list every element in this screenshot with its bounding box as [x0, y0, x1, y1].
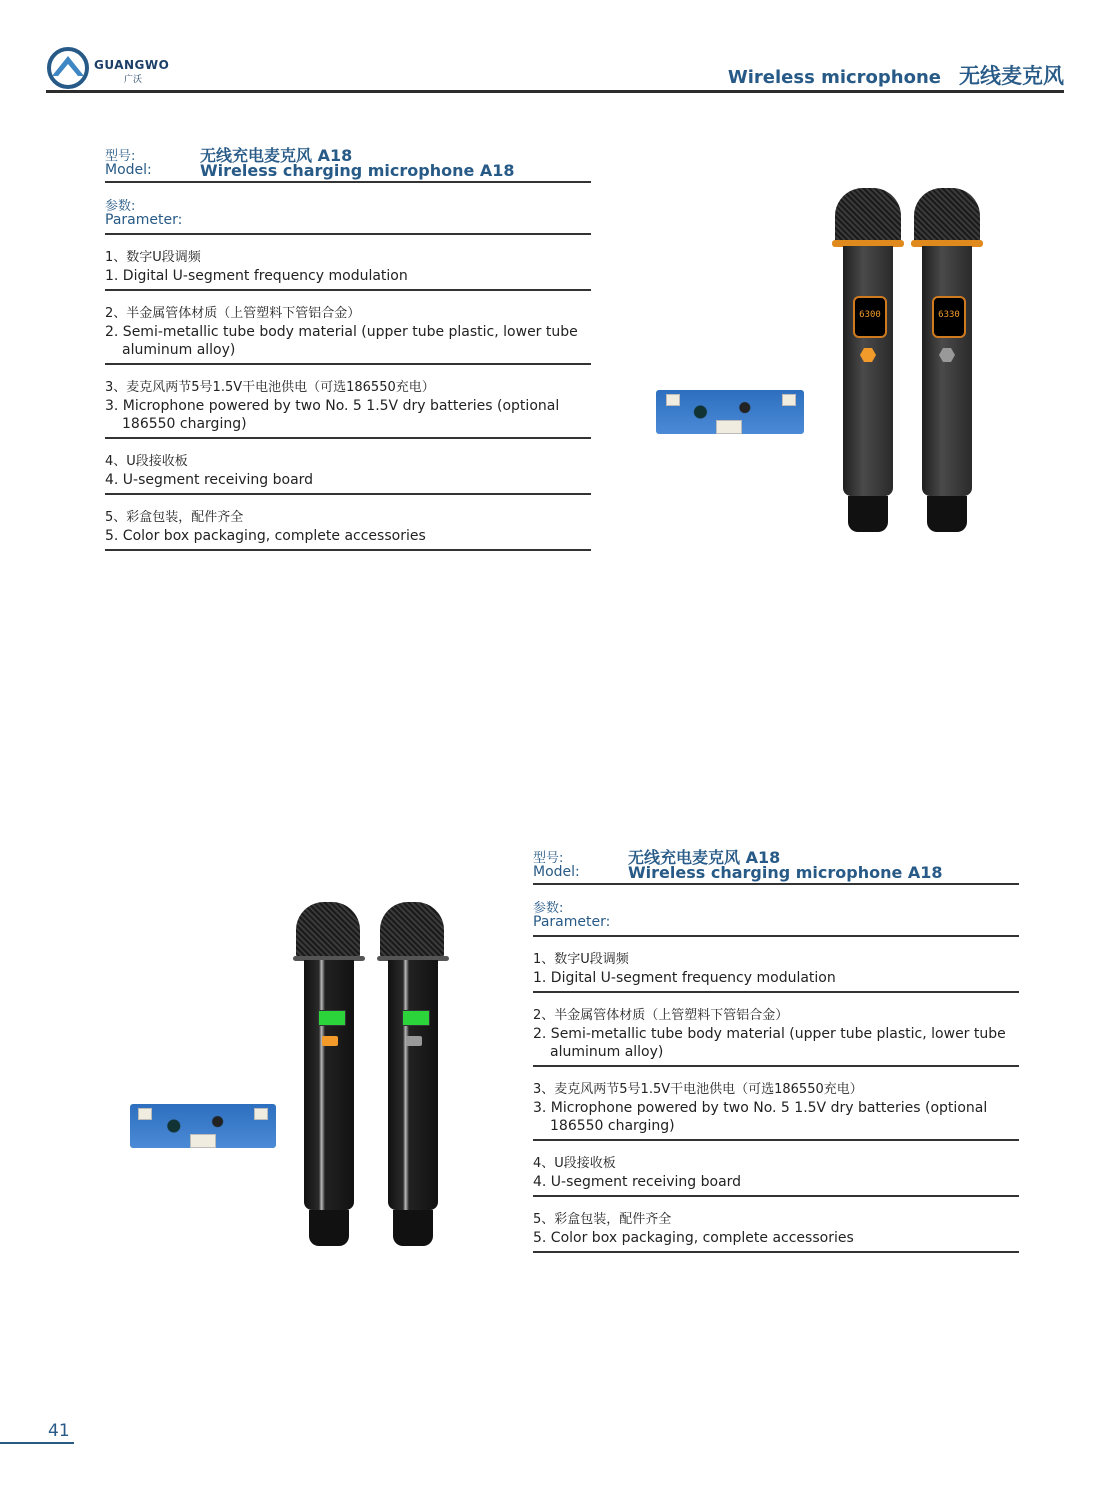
spec-item-cn: 5、彩盒包装，配件齐全: [105, 510, 244, 525]
spec-item-2: [533, 993, 1019, 1065]
parameter-label-en: Parameter:: [533, 914, 611, 930]
spec-item-en: 5. Color box packaging, complete accessories: [105, 528, 426, 544]
spec-item-en: 3. Microphone powered by two No. 5 1.5V dry batteries (optional 186550 charging): [105, 398, 560, 432]
spec-item-3: [105, 365, 591, 437]
model-name-en: Wireless charging microphone A18: [200, 161, 515, 180]
spec-item-en: 3. Microphone powered by two No. 5 1.5V dry batteries (optional 186550 charging): [533, 1100, 988, 1134]
spec-item-cn: 4、U段接收板: [105, 454, 188, 469]
spec-item-5: [105, 495, 591, 549]
header-divider: [46, 90, 1064, 93]
model-row: [105, 143, 591, 181]
parameter-label-cn: 参数:: [533, 901, 564, 916]
spec-item-cn: 1、数字U段调频: [105, 250, 201, 265]
power-button-icon: [322, 1036, 338, 1046]
spec-item-4: [105, 439, 591, 493]
divider: [105, 549, 591, 551]
spec-item-cn: 2、半金属管体材质（上管塑料下管铝合金）: [105, 306, 361, 321]
spec-item-cn: 3、麦克风两节5号1.5V干电池供电（可选186550充电）: [105, 380, 435, 395]
page-title: [728, 60, 1064, 90]
model-label-en: Model:: [533, 864, 580, 880]
spec-item-4: [533, 1141, 1019, 1195]
page-title-cn: 无线麦克风: [959, 64, 1064, 88]
mic-display: [932, 296, 966, 338]
mic-display-value: 6300: [859, 310, 881, 320]
spec-item-en: 4. U-segment receiving board: [533, 1174, 742, 1190]
brand-name-cn: 广沃: [124, 75, 143, 85]
spec-item-cn: 3、麦克风两节5号1.5V干电池供电（可选186550充电）: [533, 1082, 863, 1097]
spec-item-1: [533, 937, 1019, 991]
spec-item-2: [105, 291, 591, 363]
product-2-image: [110, 890, 470, 1290]
mic-display: [402, 1010, 430, 1026]
receiver-board: [656, 390, 804, 434]
power-button-icon: [406, 1036, 422, 1046]
parameter-label-en: Parameter:: [105, 212, 183, 228]
divider: [533, 1251, 1019, 1253]
spec-item-en: 1. Digital U-segment frequency modulation: [533, 970, 836, 986]
spec-item-en: 1. Digital U-segment frequency modulation: [105, 268, 408, 284]
product-1-image: [650, 185, 1010, 580]
model-label-cn: 型号:: [533, 851, 564, 866]
model-name-cn: 无线充电麦克风 A18: [200, 146, 353, 165]
mic-display: [853, 296, 887, 338]
power-button-icon: [939, 348, 955, 362]
spec-item-5: [533, 1197, 1019, 1251]
page-number: 41: [48, 1421, 70, 1441]
mic-display: [318, 1010, 346, 1026]
model-row: [533, 845, 1019, 883]
product-2-spec: [533, 845, 1019, 1253]
spec-item-en: 2. Semi-metallic tube body material (upper tube plastic, lower tube aluminum alloy): [533, 1026, 1006, 1060]
power-button-icon: [860, 348, 876, 362]
footer-divider: [0, 1442, 74, 1444]
product-1-spec: [105, 143, 591, 551]
spec-item-en: 2. Semi-metallic tube body material (upper tube plastic, lower tube aluminum alloy): [105, 324, 578, 358]
model-label-cn: 型号:: [105, 149, 136, 164]
spec-item-cn: 1、数字U段调频: [533, 952, 629, 967]
spec-item-cn: 5、彩盒包装，配件齐全: [533, 1212, 672, 1227]
spec-item-en: 4. U-segment receiving board: [105, 472, 314, 488]
brand-name: GUANGWO: [94, 58, 170, 72]
spec-item-cn: 2、半金属管体材质（上管塑料下管铝合金）: [533, 1008, 789, 1023]
brand-logo: [46, 46, 186, 90]
spec-item-1: [105, 235, 591, 289]
brand-logo-icon: [46, 46, 92, 90]
parameter-label-cn: 参数:: [105, 199, 136, 214]
model-label-en: Model:: [105, 162, 152, 178]
parameter-header: [105, 183, 591, 233]
model-name-en: Wireless charging microphone A18: [628, 863, 943, 882]
receiver-board: [130, 1104, 276, 1148]
spec-item-3: [533, 1067, 1019, 1139]
spec-item-en: 5. Color box packaging, complete accessories: [533, 1230, 854, 1246]
page-title-en: Wireless microphone: [727, 67, 941, 88]
spec-item-cn: 4、U段接收板: [533, 1156, 616, 1171]
parameter-header: [533, 885, 1019, 935]
mic-display-value: 6330: [938, 310, 960, 320]
model-name-cn: 无线充电麦克风 A18: [628, 848, 781, 867]
